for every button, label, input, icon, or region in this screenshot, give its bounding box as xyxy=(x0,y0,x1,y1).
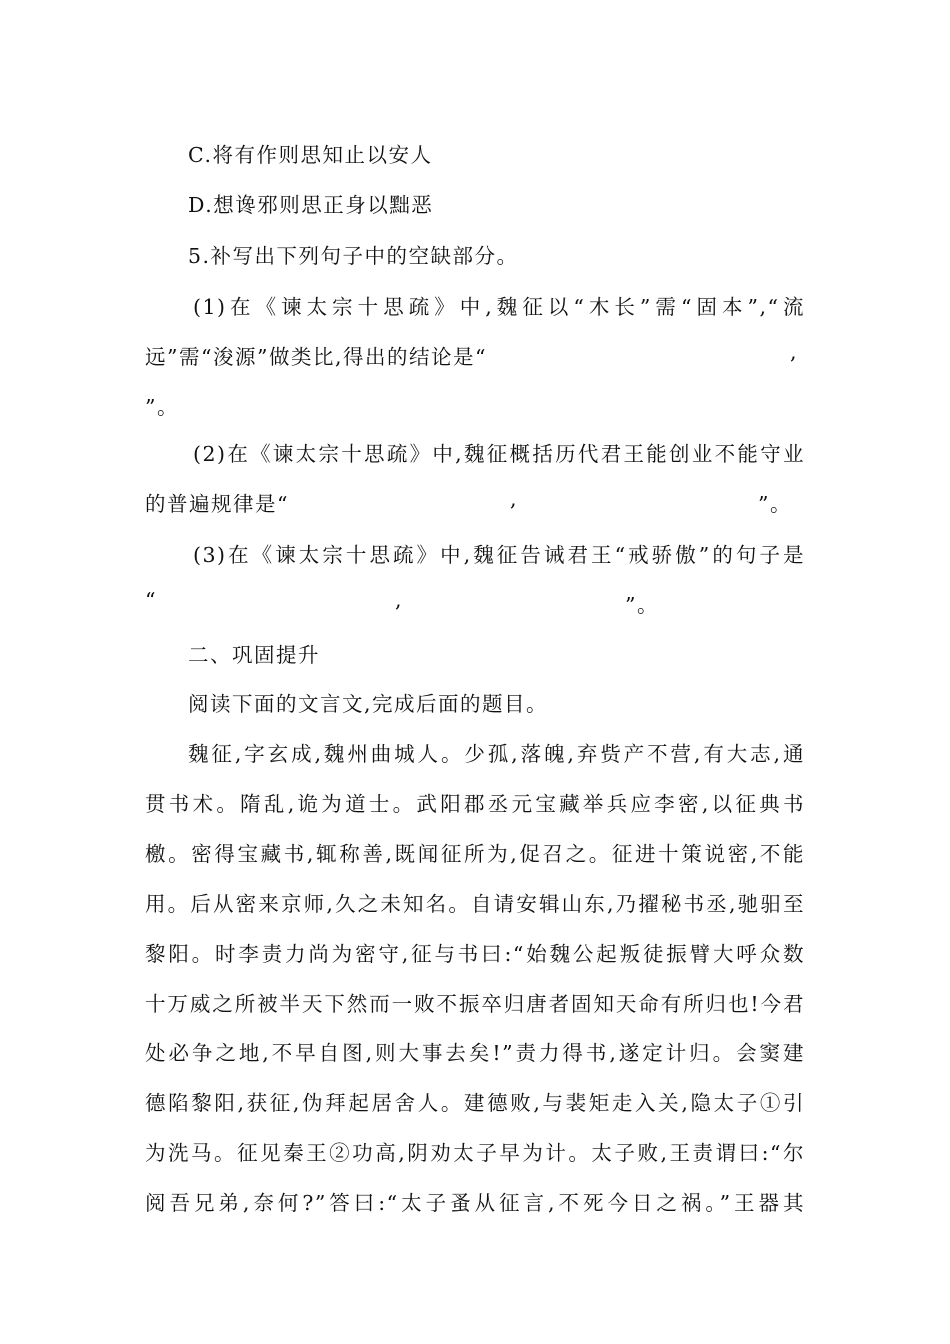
question-5-1-line2: 远”需“浚源”做类比,得出的结论是“ xyxy=(145,345,487,369)
passage-line: 魏征,字玄成,魏州曲城人。少孤,落魄,弃赀产不营,有大志,通 xyxy=(188,742,805,766)
option-d: D.想谗邪则思正身以黜恶 xyxy=(188,193,434,217)
option-c: C.将有作则思知止以安人 xyxy=(188,143,433,167)
passage-line: 处必争之地,不早自图,则大事去矣!”责力得书,遂定计归。会窦建 xyxy=(145,1041,805,1065)
question-5-2-end: ”。 xyxy=(758,492,792,516)
passage-line: 檄。密得宝藏书,辄称善,既闻征所为,促召之。征进十策说密,不能 xyxy=(145,842,805,866)
question-5-3-comma: , xyxy=(395,588,404,612)
question-5-stem: 5.补写出下列句子中的空缺部分。 xyxy=(188,244,519,268)
passage-line: 阅吾兄弟,奈何?”答曰:“太子蚤从征言,不死今日之祸。”王器其 xyxy=(145,1191,805,1215)
question-5-2-line2: 的普遍规律是“ xyxy=(145,492,289,516)
question-5-3-end: ”。 xyxy=(625,593,659,617)
section-2-instruction: 阅读下面的文言文,完成后面的题目。 xyxy=(188,692,549,716)
question-5-1-comma: , xyxy=(790,340,799,364)
section-2-heading: 二、巩固提升 xyxy=(188,643,320,667)
passage-line: 十万威之所被半天下然而一败不振卒归唐者固知天命有所归也!今君 xyxy=(145,992,805,1016)
passage-line: 用。后从密来京师,久之未知名。自请安辑山东,乃擢秘书丞,驰驲至 xyxy=(145,892,805,916)
question-5-2-comma: , xyxy=(510,487,519,511)
question-5-3-open: “ xyxy=(145,588,157,612)
passage-line: 贯书术。隋乱,诡为道士。武阳郡丞元宝藏举兵应李密,以征典书 xyxy=(145,792,805,816)
passage-line: 德陷黎阳,获征,伪拜起居舍人。建德败,与裴矩走入关,隐太子①引 xyxy=(145,1091,805,1115)
question-5-2-line1: (2)在《谏太宗十思疏》中,魏征概括历代君王能创业不能守业 xyxy=(193,442,805,466)
question-5-3-line1: (3)在《谏太宗十思疏》中,魏征告诫君王“戒骄傲”的句子是 xyxy=(193,543,805,567)
passage-line: 黎阳。时李责力尚为密守,征与书曰:“始魏公起叛徒振臂大呼众数 xyxy=(145,942,805,966)
passage-line: 为洗马。征见秦王②功高,阴劝太子早为计。太子败,王责谓曰:“尔 xyxy=(145,1141,805,1165)
question-5-1-line3: ”。 xyxy=(145,395,179,419)
question-5-1-line1: (1)在《谏太宗十思疏》中,魏征以“木长”需“固本”,“流 xyxy=(193,295,805,319)
